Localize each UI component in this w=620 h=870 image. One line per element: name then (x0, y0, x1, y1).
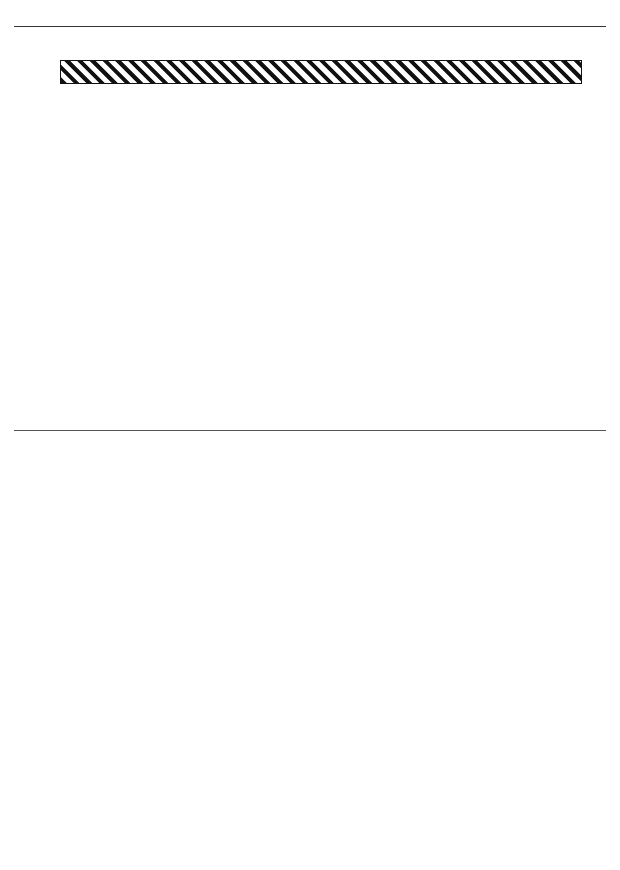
page-header (14, 10, 606, 27)
cinema-column-4 (458, 436, 606, 866)
cinema-column-3 (310, 436, 453, 866)
film-reviews (14, 93, 606, 423)
cinema-column-2 (162, 436, 305, 866)
cinema-column-1 (14, 436, 157, 866)
section-banner (60, 60, 582, 84)
section-divider (14, 430, 606, 431)
